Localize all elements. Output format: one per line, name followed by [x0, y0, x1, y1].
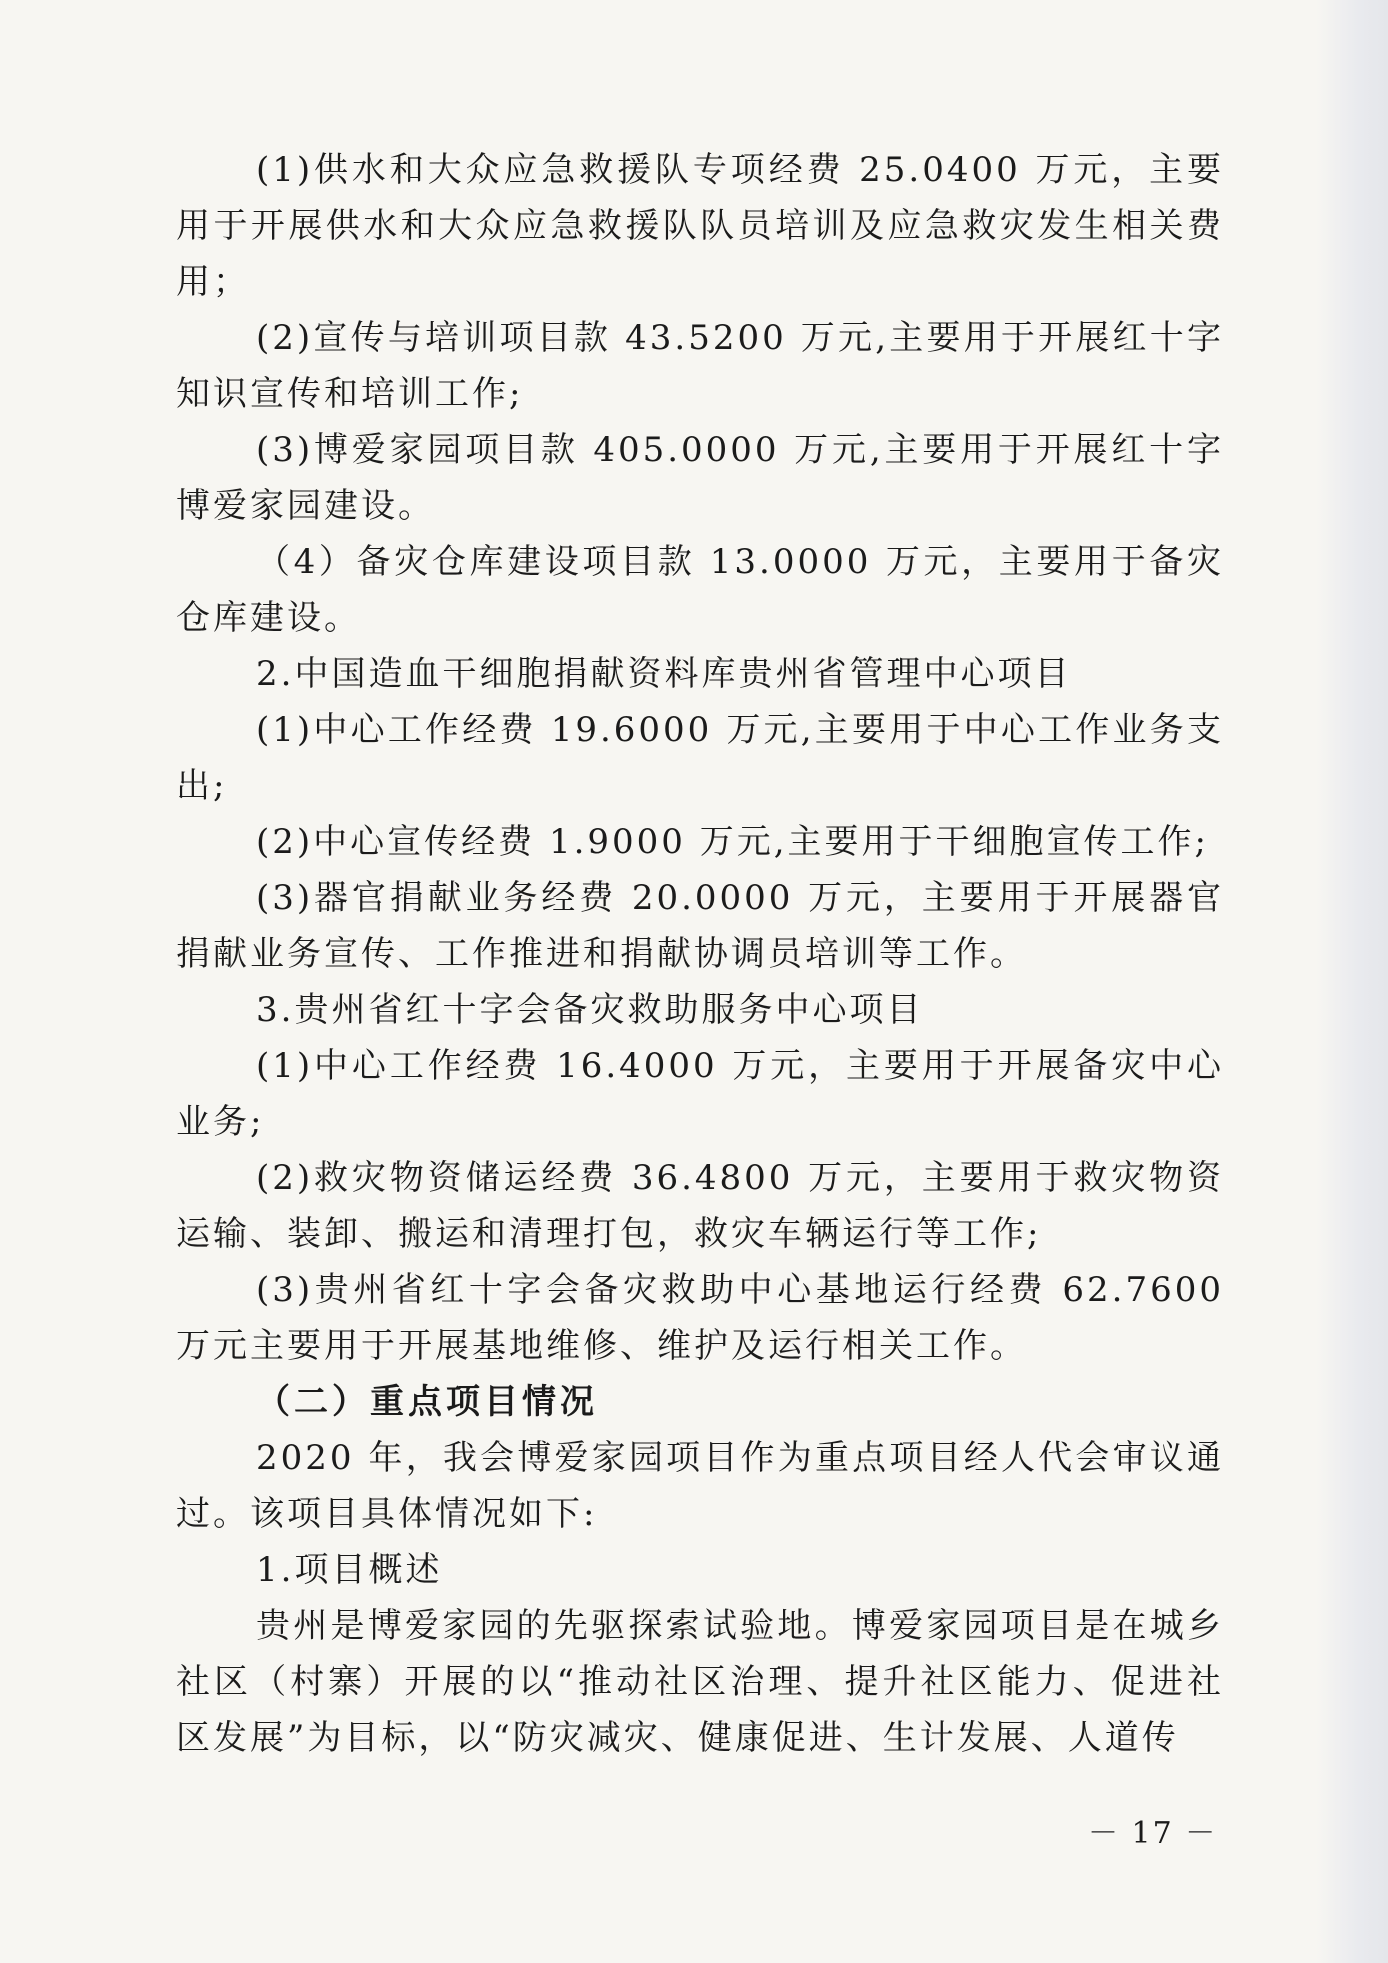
paragraph-5: (1)中心工作经费 19.6000 万元,主要用于中心工作业务支出; — [176, 710, 1224, 806]
paragraph-12: 贵州是博爱家园的先驱探索试验地。博爱家园项目是在城乡社区（村寨）开展的以“推动社区治理、提升社区能力、促进社区发展”为目标，以“防灾减灾、健康促进、生计发展、人道传 — [176, 1606, 1224, 1758]
subheading-3: 3.贵州省红十字会备灾救助服务中心项目 — [256, 990, 924, 1030]
subheading-project-overview: 1.项目概述 — [256, 1550, 443, 1590]
section-heading: （二）重点项目情况 — [256, 1382, 598, 1422]
paragraph-8: (1)中心工作经费 16.4000 万元，主要用于开展备灾中心业务; — [176, 1046, 1224, 1142]
paragraph-7: (3)器官捐献业务经费 20.0000 万元，主要用于开展器官捐献业务宣传、工作推进和捐献协调员培训等工作。 — [176, 878, 1224, 974]
paragraph-11: 2020 年，我会博爱家园项目作为重点项目经人代会审议通过。该项目具体情况如下: — [176, 1438, 1224, 1534]
scan-edge-shading — [1316, 0, 1388, 1963]
document-body — [176, 142, 1224, 1842]
paragraph-1: (1)供水和大众应急救援队专项经费 25.0400 万元，主要用于开展供水和大众应急救援队队员培训及应急救灾发生相关费用； — [176, 150, 1224, 302]
paragraph-10: (3)贵州省红十字会备灾救助中心基地运行经费 62.7600 万元主要用于开展基地维修、维护及运行相关工作。 — [176, 1270, 1224, 1366]
page-number: － 17 － — [1088, 1816, 1218, 1851]
paragraph-3: (3)博爱家园项目款 405.0000 万元,主要用于开展红十字博爱家园建设。 — [176, 430, 1224, 526]
subheading-2: 2.中国造血干细胞捐献资料库贵州省管理中心项目 — [256, 654, 1072, 694]
paragraph-6: (2)中心宣传经费 1.9000 万元,主要用于干细胞宣传工作; — [256, 822, 1210, 862]
paragraph-2: (2)宣传与培训项目款 43.5200 万元,主要用于开展红十字知识宣传和培训工作; — [176, 318, 1224, 414]
paragraph-9: (2)救灾物资储运经费 36.4800 万元，主要用于救灾物资运输、装卸、搬运和清理打包，救灾车辆运行等工作; — [176, 1158, 1224, 1254]
paragraph-4: （4）备灾仓库建设项目款 13.0000 万元，主要用于备灾仓库建设。 — [176, 542, 1224, 638]
